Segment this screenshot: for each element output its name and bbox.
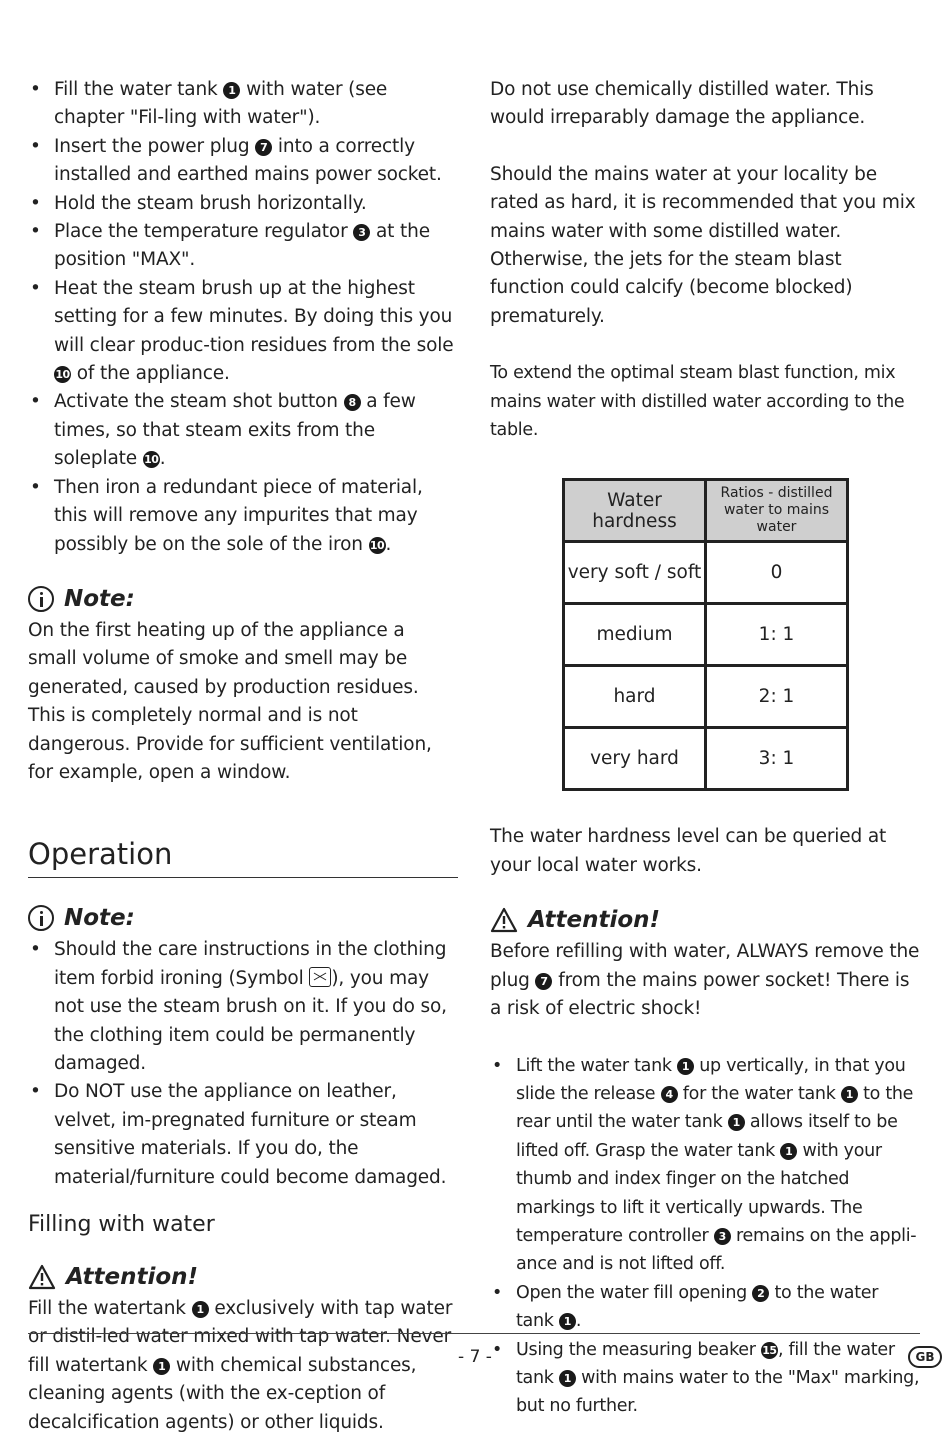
page-number: - 7 - — [458, 1347, 492, 1367]
part-number-badge: 10 — [144, 453, 159, 467]
part-number-badge: 1 — [559, 1370, 576, 1387]
table-header-row — [564, 480, 848, 542]
part-number-badge: 10 — [55, 368, 70, 382]
part-number-badge: 1 — [677, 1058, 694, 1075]
preparation-list — [28, 76, 458, 559]
paragraph: To extend the optimal steam blast function, mix mains water with distilled water according to the table. — [490, 363, 905, 441]
part-number-badge: 3 — [714, 1228, 731, 1245]
list-item: • Insert the power plug 7 into a correctly installed and earthed mains power socket. — [28, 133, 458, 190]
part-number-badge: 2 — [752, 1285, 769, 1302]
part-number-badge: 1 — [728, 1114, 745, 1131]
list-item: • Heat the steam brush up at the highest setting for a few minutes. By doing this you will clear produc-tion residues from the sole 10 of the appliance. — [28, 275, 458, 389]
language-badge: GB — [908, 1346, 942, 1368]
footer-divider — [28, 1333, 920, 1334]
part-number-badge: 1 — [780, 1143, 797, 1160]
list-item: • Fill the water tank 1 with water (see chapter "Fil-ling with water"). — [28, 76, 458, 133]
attention-heading — [490, 902, 920, 938]
list-item: • Lift the water tank 1 up vertically, in that you slide the release 4 for the water tank 1 to the rear until the water tank 1 allows itself to be lifted off. Grasp the water tank 1 with your thumb and index finger on the hatched markings to lift it vertically upwards. The temperature controller 3 remains on the appli-ance and is not lifted off. — [490, 1052, 920, 1279]
subsection-title: Filling with water — [28, 1212, 215, 1237]
part-number-badge: 1 — [153, 1358, 170, 1375]
table-cell: very soft / soft — [564, 542, 706, 604]
note-heading — [28, 900, 458, 936]
info-icon — [28, 586, 54, 612]
list-item: • Place the temperature regulator 3 at the position "MAX". — [28, 218, 458, 275]
table-row — [564, 604, 848, 666]
list-item: • Do NOT use the appliance on leather, velvet, im-pregnated furniture or steam sensitive materials. If you do, the material/furniture could become damaged. — [28, 1078, 458, 1192]
table-cell: very hard — [564, 728, 706, 790]
part-number-badge: 7 — [535, 973, 552, 990]
warning-icon — [28, 1264, 56, 1290]
no-ironing-symbol-icon — [309, 967, 331, 987]
attention-heading — [28, 1259, 458, 1295]
info-icon — [28, 905, 54, 931]
attention-text: Before refilling with water, ALWAYS remove the plug 7 from the mains power socket! There is a risk of electric shock! — [490, 941, 920, 1020]
right-column — [490, 76, 920, 1421]
part-number-badge: 8 — [344, 394, 361, 411]
table-header-cell: Water hardness — [564, 480, 706, 542]
note-heading — [28, 581, 458, 617]
table-row — [564, 666, 848, 728]
table-cell: hard — [564, 666, 706, 728]
list-item: • Then iron a redundant piece of material, this will remove any impurites that may possibly be on the sole of the iron 10. — [28, 474, 458, 559]
table-cell: medium — [564, 604, 706, 666]
part-number-badge: 15 — [762, 1343, 777, 1357]
attention-label: Attention! — [528, 907, 661, 934]
table-cell: 1: 1 — [706, 604, 848, 666]
water-hardness-table — [562, 478, 849, 791]
paragraph: The water hardness level can be queried at your local water works. — [490, 826, 887, 876]
part-number-badge: 1 — [192, 1301, 209, 1318]
paragraph: Should the mains water at your locality be rated as hard, it is recommended that you mix mains water with some distilled water. Otherwise, the jets for the steam blast function could calcify (become blocked) prematurely. — [490, 163, 916, 327]
table-row — [564, 542, 848, 604]
table-cell: 3: 1 — [706, 728, 848, 790]
note-text: On the first heating up of the appliance a small volume of smoke and smell may be generated, caused by production residues. This is completely normal and is not dangerous. Provide for sufficient ventilation, for example, open a window. — [28, 619, 432, 783]
part-number-badge: 3 — [353, 224, 370, 241]
attention-text: Fill the watertank 1 exclusively with tap water or distil-led water mixed with tap water. Never fill watertank 1 with chemical substances, cleaning agents (with the ex-ception of decalcification agents) or other liquids. — [28, 1298, 453, 1433]
left-column — [28, 76, 458, 1437]
part-number-badge: 4 — [661, 1086, 678, 1103]
list-item: • Using the measuring beaker 15, fill the water tank 1 with mains water to the "Max" marking, but no further. — [490, 1336, 920, 1421]
attention-label: Attention! — [66, 1264, 199, 1290]
part-number-badge: 10 — [369, 538, 385, 552]
table-header-cell: Ratios - distilled water to mains water — [706, 480, 848, 542]
list-item: • Hold the steam brush horizontally. — [28, 190, 458, 218]
list-item: • Should the care instructions in the clothing item forbid ironing (Symbol ), you may not use the steam brush on it. If you do so, the clothing item could be permanently damaged. — [28, 936, 458, 1078]
table-cell: 0 — [706, 542, 848, 604]
part-number-badge: 7 — [255, 139, 272, 156]
part-number-badge: 1 — [841, 1086, 858, 1103]
table-row — [564, 728, 848, 790]
warning-icon — [490, 907, 518, 933]
part-number-badge: 1 — [559, 1313, 576, 1330]
note-list — [28, 936, 458, 1192]
note-label: Note: — [64, 585, 135, 612]
note-label: Note: — [64, 905, 135, 932]
list-item: • Open the water fill opening 2 to the water tank 1 . — [490, 1279, 920, 1336]
list-item: • Activate the steam shot button 8 a few times, so that steam exits from the soleplate 10. — [28, 388, 458, 473]
part-number-badge: 1 — [223, 82, 240, 99]
section-title: Operation — [28, 837, 458, 878]
paragraph: Do not use chemically distilled water. This would irreparably damage the appliance. — [490, 79, 874, 129]
table-cell: 2: 1 — [706, 666, 848, 728]
